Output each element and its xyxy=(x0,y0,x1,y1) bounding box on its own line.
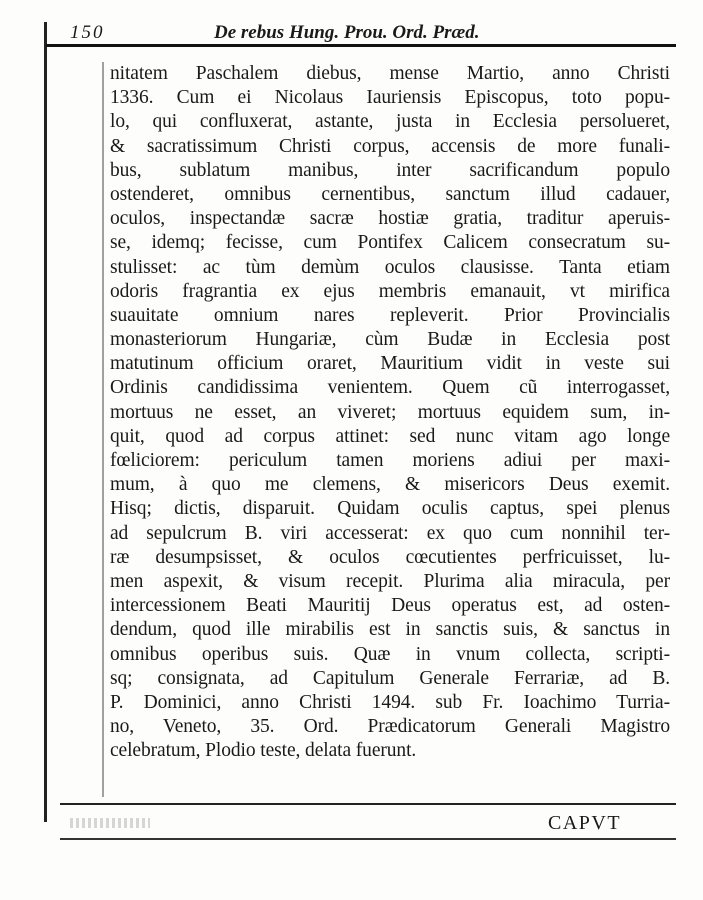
page-edge-bar xyxy=(44,22,47,822)
faded-stamp xyxy=(70,818,150,828)
text-line: no, Veneto, 35. Ord. Prædicatorum Generali Magistro xyxy=(110,716,670,738)
running-head: De rebus Hung. Prou. Ord. Præd. xyxy=(214,22,480,43)
text-line: ræ desumpsisset, & oculos cœcutientes perfricuisset, lu- xyxy=(110,546,670,568)
text-line: se, idemq; fecisse, cum Pontifex Calicem consecratum su- xyxy=(110,232,670,254)
text-line: fœliciorem: periculum tamen moriens adiui per maxi- xyxy=(110,450,670,471)
text-line: suauitate omnium nares repleverit. Prior Provincialis xyxy=(110,304,670,326)
text-line: Ordinis candidissima venientem. Quem cũ interrogasset, xyxy=(110,377,670,399)
text-line: matutinum officium oraret, Mauritium vidit in veste sui xyxy=(110,353,670,375)
text-line: odoris fragrantia ex ejus membris emanauit, vt mirifica xyxy=(110,280,670,302)
footer-rule-upper xyxy=(60,803,676,805)
text-line: monasteriorum Hungariæ, cùm Budæ in Ecclesia post xyxy=(110,329,670,351)
header-rule xyxy=(46,44,676,47)
text-line: stulisset: ac tùm demùm oculos clausisse. Tanta etiam xyxy=(110,256,670,278)
footer-rule-lower xyxy=(60,838,676,840)
text-line: men aspexit, & visum recepit. Plurima alia miracula, per xyxy=(110,570,670,592)
body-text xyxy=(110,62,670,763)
text-line: oculos, inspectandæ sacræ hostiæ gratia, traditur aperuis- xyxy=(110,208,670,230)
text-line: P. Dominici, anno Christi 1494. sub Fr. Ioachimo Turria- xyxy=(110,691,670,713)
text-line: 1336. Cum ei Nicolaus Iauriensis Episcopus, toto popu- xyxy=(110,87,670,109)
text-line: ostenderet, omnibus cernentibus, sanctum illud cadauer, xyxy=(110,183,670,205)
text-line: mortuus ne esset, an viveret; mortuus equidem sum, in- xyxy=(110,401,670,423)
text-line: celebratum, Plodio teste, delata fuerunt. xyxy=(110,740,417,762)
catchword: CAPVT xyxy=(548,812,622,834)
text-line: ad sepulcrum B. viri accesserat: ex quo cum nonnihil ter- xyxy=(110,522,670,544)
text-line: omnibus operibus suis. Quæ in vnum collecta, scripti- xyxy=(110,643,670,665)
text-line: Hisq; dictis, disparuit. Quidam oculis captus, spei plenus xyxy=(110,498,670,520)
text-line: lo, qui confluxerat, astante, justa in Ecclesia persolueret, xyxy=(110,111,670,133)
text-line: quit, quod ad corpus attinet: sed nunc vitam ago longe xyxy=(110,425,670,447)
text-line: intercessionem Beati Mauritij Deus operatus est, ad osten- xyxy=(110,595,670,617)
text-line: mum, à quo me clemens, & misericors Deus exemit. xyxy=(110,474,670,496)
text-line: sq; consignata, ad Capitulum Generale Ferrariæ, ad B. xyxy=(110,667,670,689)
page-header xyxy=(66,20,666,44)
text-margin-rule xyxy=(102,62,104,797)
text-line: nitatem Paschalem diebus, mense Martio, anno Christi xyxy=(110,63,670,84)
text-line: dendum, quod ille mirabilis est in sanctis suis, & sanctus in xyxy=(110,619,670,641)
text-line: bus, sublatum manibus, inter sacrificandum populo xyxy=(110,159,670,181)
text-line: & sacratissimum Christi corpus, accensis de more funali- xyxy=(110,135,670,157)
page-number: 150 xyxy=(70,22,105,43)
